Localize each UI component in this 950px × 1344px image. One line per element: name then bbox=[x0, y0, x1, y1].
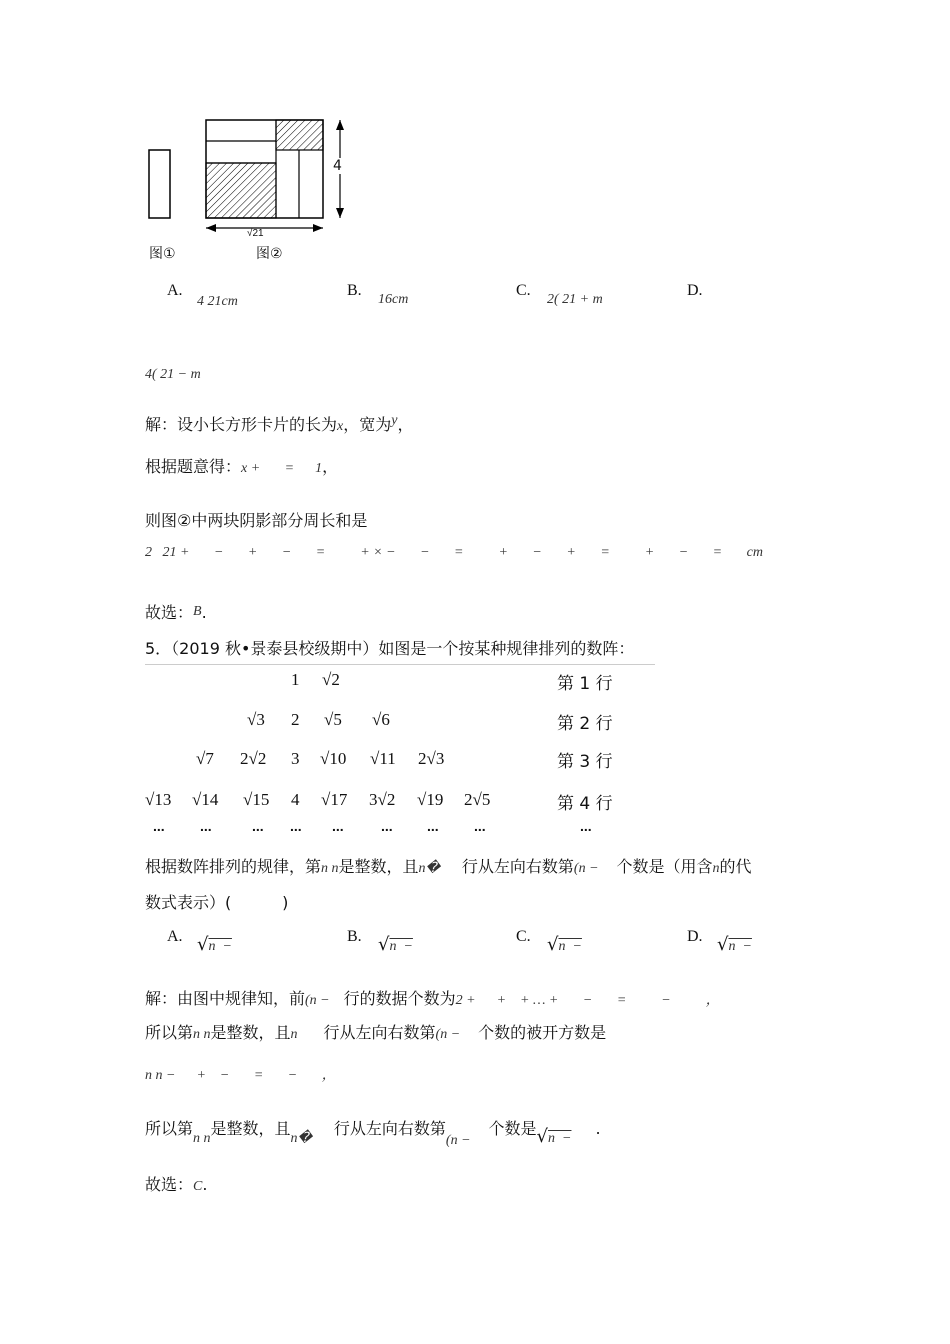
matrix-dots-4: ... bbox=[290, 818, 302, 834]
q4-sol1-y: y bbox=[391, 413, 398, 428]
dimension-label-sqrt21: √21 bbox=[247, 228, 264, 239]
q5-s4-m2: n� bbox=[290, 1131, 312, 1146]
q4-solution-line-4: 2 21 + − + − = + × − − = + − + = + − = cm bbox=[145, 545, 763, 560]
q5-answer-val: C bbox=[193, 1179, 203, 1194]
matrix-r2-c4: √6 bbox=[372, 710, 390, 729]
q4-sol1-x: x bbox=[337, 419, 344, 434]
q5-s4-end: . bbox=[595, 1119, 601, 1138]
matrix-r4-c1: √13 bbox=[145, 790, 172, 809]
q5-s2-mid2: 行从左向右数第 bbox=[323, 1023, 436, 1042]
q5-s2-pre: 所以第 bbox=[145, 1023, 194, 1042]
sqrt21-text: 21 bbox=[252, 228, 264, 239]
matrix-r4-c2: √14 bbox=[192, 790, 219, 809]
q4-sol1-end: ， bbox=[397, 415, 414, 434]
matrix-r3-c1: √7 bbox=[196, 749, 214, 768]
q5-solution-line-4 bbox=[145, 1116, 601, 1149]
matrix-dots-7: ... bbox=[427, 818, 439, 834]
q4-solution-line-1 bbox=[145, 412, 413, 435]
matrix-r4-c6: 3√2 bbox=[369, 790, 396, 809]
q5-header: 5．（2019 秋•景泰县校级期中）如图是一个按某种规律排列的数阵： bbox=[145, 639, 635, 658]
q5-s4-radical: √ bbox=[536, 1126, 549, 1147]
q5-option-b-label: B. bbox=[347, 928, 362, 945]
q5-s4-mid3: 个数是 bbox=[488, 1119, 537, 1138]
q5-question-line-2: 数式表示）( ) bbox=[145, 893, 289, 912]
matrix-r4-c7: √19 bbox=[417, 790, 444, 809]
matrix-r1-c1: 1 bbox=[291, 670, 300, 689]
q5-s4-m4: n − bbox=[548, 1131, 572, 1146]
matrix-r4-c8: 2√5 bbox=[464, 790, 491, 809]
dimension-label-4: 4 bbox=[333, 158, 342, 174]
matrix-r1-c2: √2 bbox=[322, 670, 340, 689]
matrix-r3-c5: √11 bbox=[370, 749, 396, 768]
q5-question-line-1 bbox=[145, 854, 752, 877]
q5-answer-end: . bbox=[202, 1175, 208, 1194]
q5-s4-mid2: 行从左向右数第 bbox=[333, 1119, 446, 1138]
figure-1-caption: 图① bbox=[149, 246, 176, 262]
matrix-dots-3: ... bbox=[252, 818, 264, 834]
q5-option-a-value: √n − bbox=[197, 934, 232, 955]
q5-q-p2: 是整数，且 bbox=[338, 857, 419, 876]
matrix-r3-c6: 2√3 bbox=[418, 749, 445, 768]
q4-sol1-pre: 解：设小长方形卡片的长为 bbox=[145, 415, 338, 434]
q4-answer-end: . bbox=[201, 603, 207, 622]
q5-solution-line-2 bbox=[145, 1020, 606, 1043]
q5-s2-end: 个数的被开方数是 bbox=[478, 1023, 607, 1042]
q4-answer bbox=[145, 600, 207, 623]
q4-figure bbox=[140, 108, 370, 268]
matrix-top-rule bbox=[145, 664, 655, 665]
q5-s1-mid: 行的数据个数为 bbox=[343, 989, 456, 1008]
q5-s4-pre: 所以第 bbox=[145, 1119, 194, 1138]
q5-s4-mid: 是整数，且 bbox=[210, 1119, 291, 1138]
q5-option-b-value: √n − bbox=[378, 934, 413, 955]
q4-option-b-value: 16cm bbox=[378, 292, 409, 307]
row-label-2: 第 2 行 bbox=[557, 714, 613, 734]
matrix-r3-c4: √10 bbox=[320, 749, 347, 768]
q5-option-a-label: A. bbox=[167, 928, 183, 945]
q5-q-m3: (n − bbox=[573, 861, 599, 876]
q4-answer-val: B bbox=[193, 604, 202, 619]
q5-q-m2: n� bbox=[418, 861, 440, 876]
q5-q-p4: 个数是（用含 bbox=[616, 857, 713, 876]
matrix-dots-5: ... bbox=[332, 818, 344, 834]
q4-option-d-value: 4( 21 − m bbox=[145, 367, 201, 382]
matrix-dots-8: ... bbox=[474, 818, 486, 834]
q4-option-a-label: A. bbox=[167, 282, 183, 299]
q5-answer-pre: 故选： bbox=[145, 1175, 194, 1194]
q5-s2-m2: n bbox=[290, 1027, 298, 1042]
row-label-1: 第 1 行 bbox=[557, 674, 613, 694]
q5-s2-m1: n n bbox=[193, 1027, 211, 1042]
q5-s4-m1: n n bbox=[193, 1131, 211, 1146]
row-label-3: 第 3 行 bbox=[557, 752, 613, 772]
matrix-dots-6: ... bbox=[381, 818, 393, 834]
q5-s2-m3: (n − bbox=[435, 1027, 461, 1042]
q4-sol2-end: ， bbox=[322, 457, 339, 476]
q5-answer bbox=[145, 1172, 207, 1195]
q5-s4-m3: (n − bbox=[445, 1133, 471, 1148]
matrix-r2-c2: 2 bbox=[291, 710, 300, 729]
q4-option-b-label: B. bbox=[347, 282, 362, 299]
matrix-r2-c3: √5 bbox=[324, 710, 342, 729]
q4-solution-line-3: 则图②中两块阴影部分周长和是 bbox=[145, 511, 368, 530]
q5-q-m1: n n bbox=[321, 861, 339, 876]
q4-sol1-mid: ，宽为 bbox=[343, 415, 392, 434]
q5-q-p1: 根据数阵排列的规律，第 bbox=[145, 857, 322, 876]
q4-sol2-pre: 根据题意得： bbox=[145, 457, 242, 476]
q5-s2-mid: 是整数，且 bbox=[210, 1023, 291, 1042]
row-label-4: 第 4 行 bbox=[557, 794, 613, 814]
matrix-r4-c5: √17 bbox=[321, 790, 348, 809]
matrix-r3-c2: 2√2 bbox=[240, 749, 267, 768]
q4-option-a-value: 4 21cm bbox=[197, 294, 238, 309]
q5-solution-line-3: n n − + − = − ， bbox=[145, 1068, 336, 1083]
q4-option-c-value: 2( 21 + m bbox=[547, 292, 603, 307]
q5-q-m4: n bbox=[712, 861, 720, 876]
q5-option-d-value: √n − bbox=[717, 934, 752, 955]
q5-s1-m1: (n − bbox=[305, 993, 330, 1008]
matrix-r3-c3: 3 bbox=[291, 749, 300, 768]
q4-option-d-label: D. bbox=[687, 282, 703, 299]
q5-option-d-label: D. bbox=[687, 928, 703, 945]
matrix-dots-1: ... bbox=[153, 818, 165, 834]
q4-sol2-math: x + = 1 bbox=[241, 461, 323, 476]
q4-answer-pre: 故选： bbox=[145, 603, 194, 622]
matrix-r4-c4: 4 bbox=[291, 790, 300, 809]
q5-option-c-label: C. bbox=[516, 928, 531, 945]
q5-s1-m2: 2 + + + … + − = − ， bbox=[455, 993, 720, 1008]
q4-solution-line-2 bbox=[145, 454, 338, 477]
matrix-r2-c1: √3 bbox=[247, 710, 265, 729]
matrix-r4-c3: √15 bbox=[243, 790, 270, 809]
q4-option-c-label: C. bbox=[516, 282, 531, 299]
matrix-dots-2: ... bbox=[200, 818, 212, 834]
figure-2-caption: 图② bbox=[256, 246, 283, 262]
q5-q-p3: 行从左向右数第 bbox=[461, 857, 574, 876]
q5-solution-line-1 bbox=[145, 986, 720, 1009]
q5-q-p5: 的代 bbox=[719, 857, 752, 876]
q5-s1-pre: 解：由图中规律知，前 bbox=[145, 989, 306, 1008]
q5-option-c-value: √n − bbox=[547, 934, 582, 955]
matrix-dots-9: ... bbox=[580, 818, 592, 834]
